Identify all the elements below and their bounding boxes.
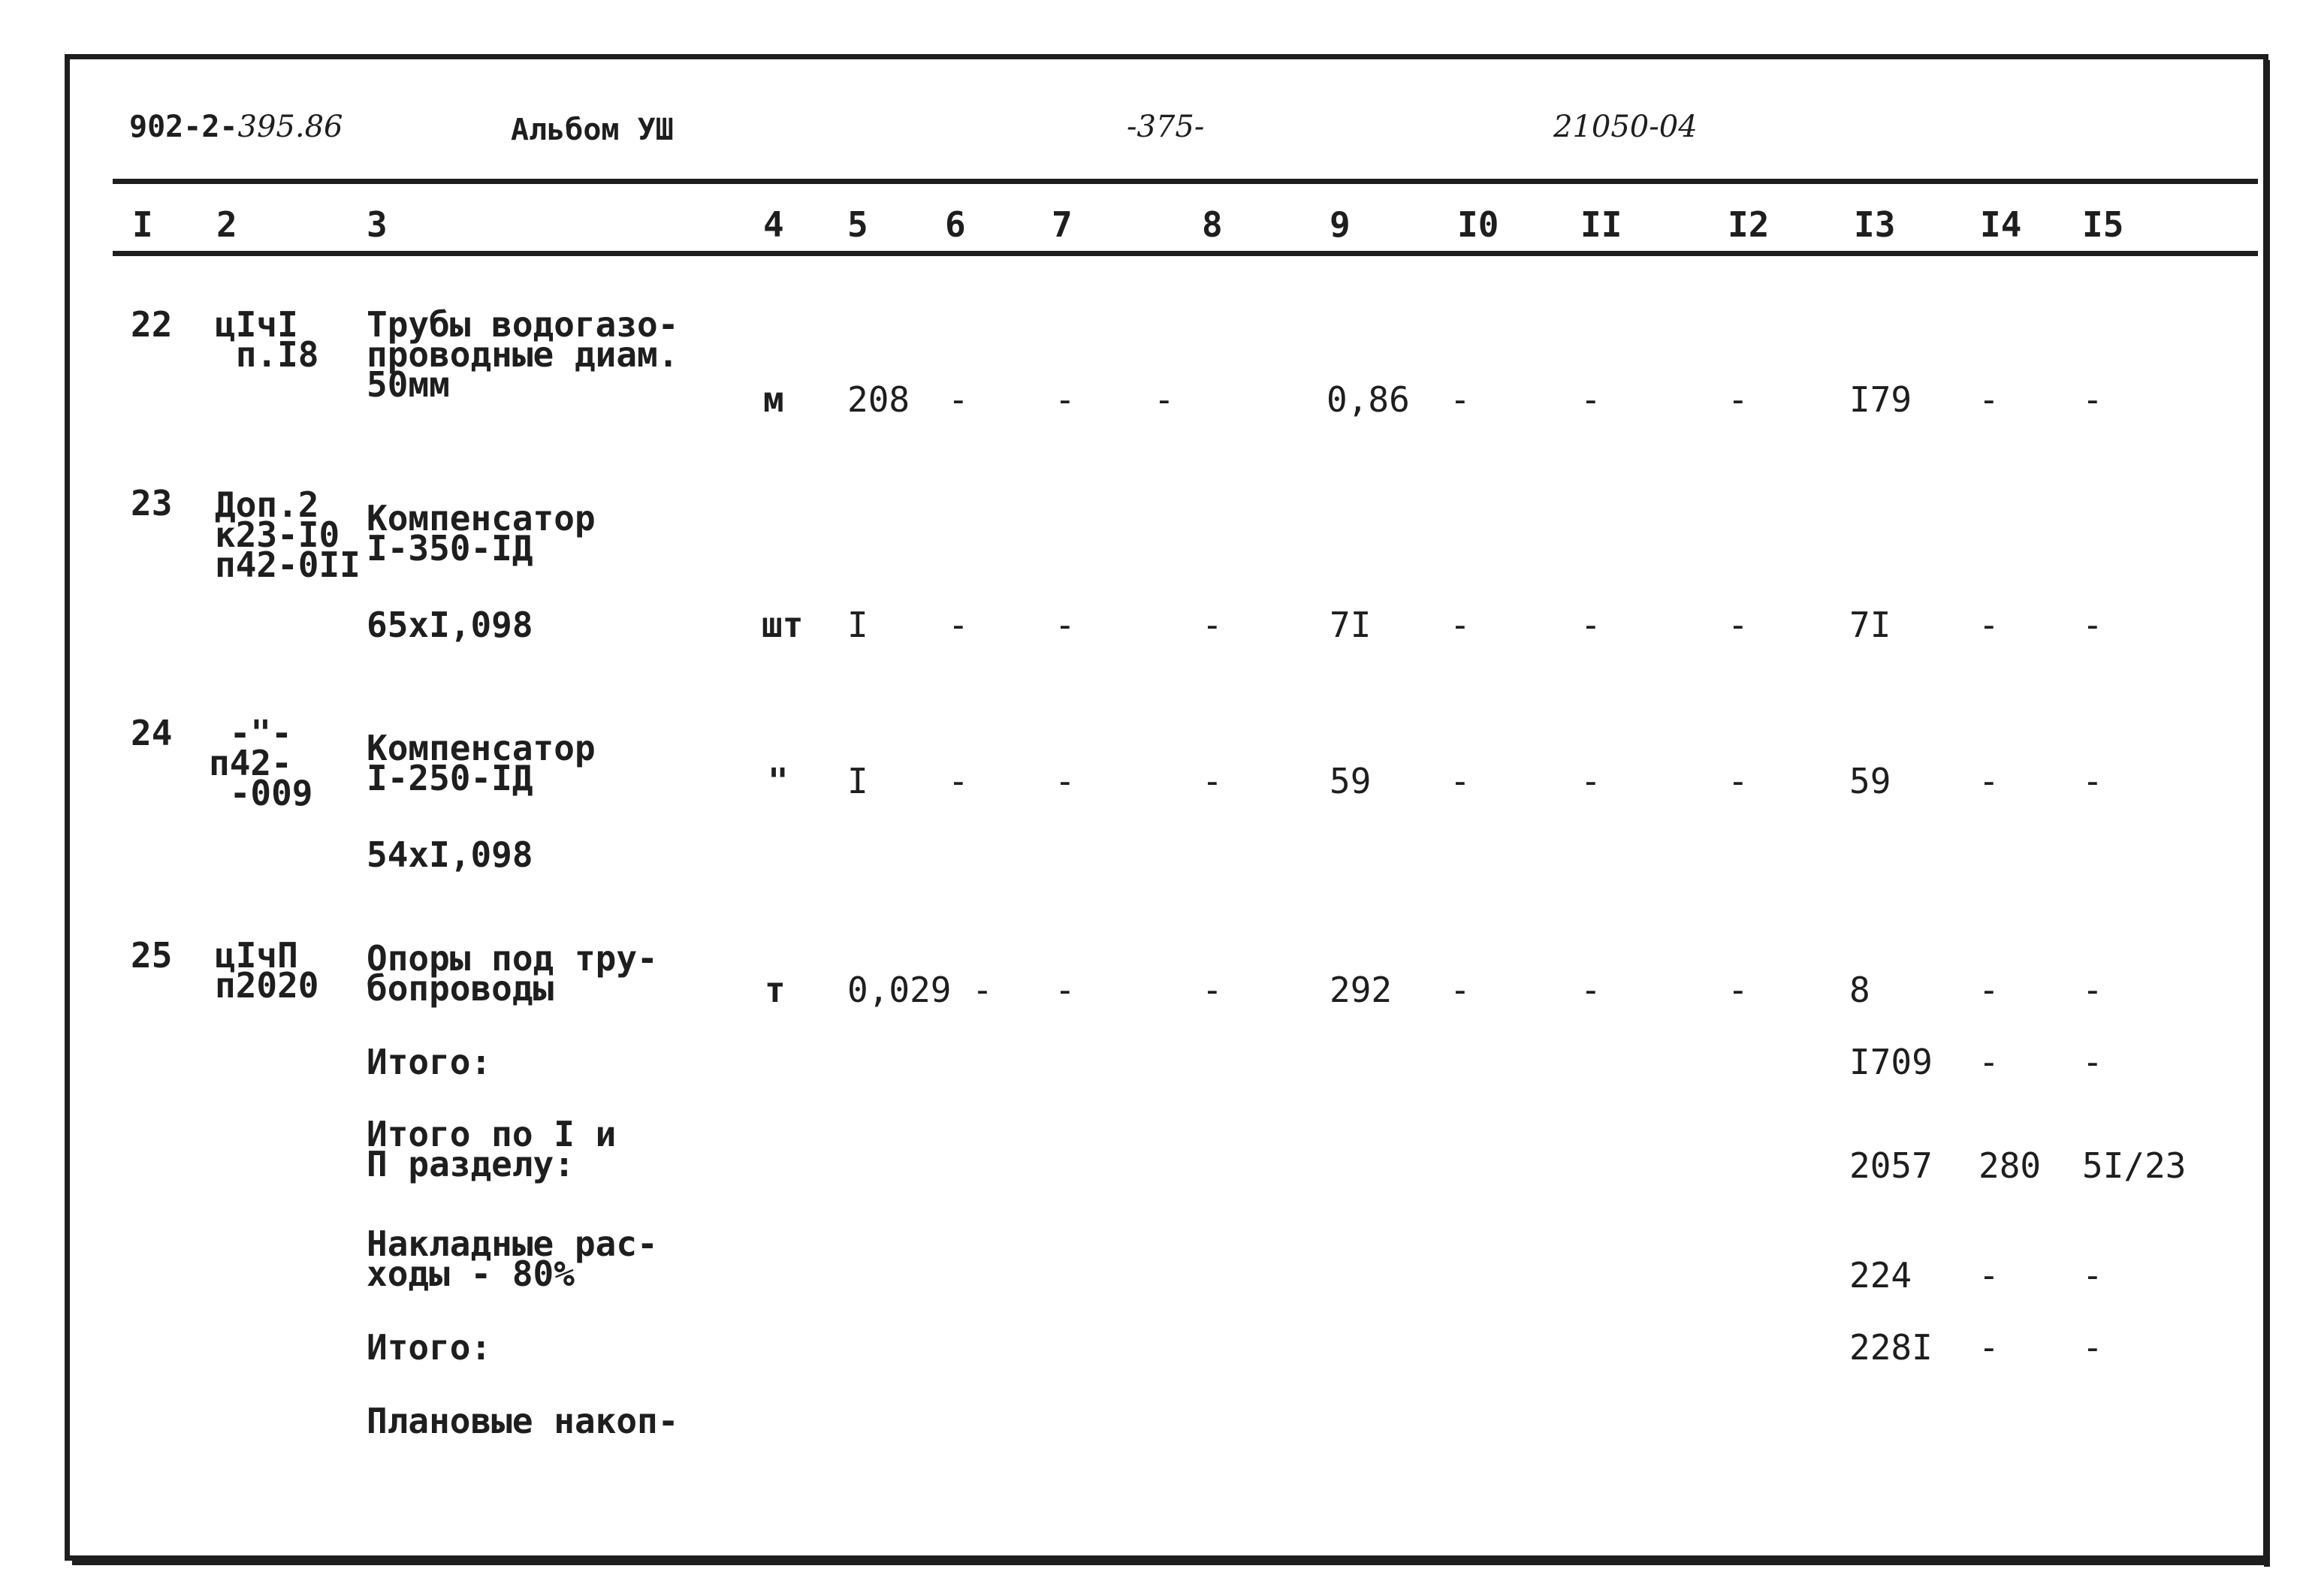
- row-23-number: 23: [131, 483, 173, 523]
- total-3-c13: 224: [1849, 1255, 1912, 1296]
- col-7: 7: [1052, 204, 1073, 245]
- row-23-unit: шт: [762, 605, 804, 645]
- row-22-c8: -: [1154, 379, 1175, 420]
- doc-code: 902-2-395.86: [129, 110, 343, 144]
- col-1: I: [132, 204, 153, 245]
- row-22-ref: цIчI п.I8: [215, 304, 319, 375]
- row-24-c6: -: [948, 761, 969, 801]
- col-11: II: [1580, 204, 1622, 245]
- row-22-number: 22: [131, 304, 173, 345]
- total-4-c15: -: [2082, 1327, 2103, 1368]
- row-23-c6: -: [948, 605, 969, 645]
- total-4-c13: 228I: [1849, 1327, 1933, 1368]
- row-24-c8: -: [1202, 761, 1223, 801]
- row-23-c15: -: [2082, 605, 2103, 645]
- row-25-c13: 8: [1849, 970, 1870, 1010]
- row-22-unit: м: [763, 379, 784, 420]
- row-23-c8: -: [1202, 605, 1223, 645]
- header-rule-top: [113, 179, 2258, 184]
- row-23-c7: -: [1055, 605, 1076, 645]
- album-label: Альбом УШ: [511, 113, 674, 147]
- row-23-name: Компенсатор I-350-IД: [367, 498, 596, 569]
- row-22-c13: I79: [1849, 379, 1912, 420]
- row-24-name: Компенсатор I-250-IД: [367, 728, 596, 798]
- total-2-c13: 2057: [1849, 1145, 1933, 1186]
- row-24-c11: -: [1580, 761, 1601, 801]
- total-4-c14: -: [1979, 1327, 2000, 1368]
- total-2-label: Итого по I и П разделу:: [367, 1114, 617, 1184]
- row-23-c14: -: [1979, 605, 2000, 645]
- col-13: I3: [1854, 204, 1896, 245]
- row-24-c12: -: [1728, 761, 1749, 801]
- header-rule-bottom: [113, 251, 2258, 256]
- row-25-ref: цIчП п2020: [215, 935, 319, 1006]
- total-1-label: Итого:: [367, 1042, 492, 1082]
- row-24-c5: I: [847, 761, 868, 801]
- row-23-c10: -: [1450, 605, 1471, 645]
- row-23-c5: I: [847, 605, 868, 645]
- row-22-c14: -: [1979, 379, 2000, 420]
- row-24-unit: ": [768, 761, 789, 801]
- total-3-c14: -: [1979, 1255, 2000, 1296]
- sheet-code: 21050-04: [1553, 110, 1698, 144]
- row-25-c14: -: [1979, 970, 2000, 1010]
- col-6: 6: [945, 204, 966, 245]
- col-5: 5: [847, 204, 868, 245]
- row-24-c13: 59: [1849, 761, 1891, 801]
- col-14: I4: [1980, 204, 2022, 245]
- row-24-name-2: 54xI,098: [367, 834, 533, 875]
- frame-shadow-bottom: [72, 1559, 2270, 1565]
- total-3-c15: -: [2082, 1255, 2103, 1296]
- total-3-label: Накладные рас- ходы - 80%: [367, 1223, 658, 1294]
- row-23-name-2: 65xI,098: [367, 605, 533, 645]
- row-22-c15: -: [2082, 379, 2103, 420]
- col-8: 8: [1202, 204, 1223, 245]
- row-23-c9: 7I: [1330, 605, 1372, 645]
- row-22-c6: -: [948, 379, 969, 420]
- total-2-c14: 280: [1979, 1145, 2042, 1186]
- row-24-c15: -: [2082, 761, 2103, 801]
- row-25-c8: -: [1202, 970, 1223, 1010]
- row-25-c10: -: [1450, 970, 1471, 1010]
- row-22-name: Трубы водогазо- проводные диам. 50мм: [367, 304, 679, 405]
- col-10: I0: [1457, 204, 1499, 245]
- col-2: 2: [216, 204, 237, 245]
- total-5-label: Плановые накоп-: [367, 1401, 679, 1441]
- row-22-c9: 0,86: [1327, 379, 1410, 420]
- col-12: I2: [1728, 204, 1770, 245]
- row-25-c5: 0,029 -: [847, 970, 993, 1010]
- row-25-c12: -: [1728, 970, 1749, 1010]
- row-23-c11: -: [1580, 605, 1601, 645]
- row-22-c5: 208: [847, 379, 910, 420]
- col-9: 9: [1330, 204, 1351, 245]
- row-22-c12: -: [1728, 379, 1749, 420]
- row-23-c13: 7I: [1849, 605, 1891, 645]
- total-4-label: Итого:: [367, 1327, 492, 1368]
- row-24-number: 24: [131, 713, 173, 753]
- row-25-c9: 292: [1330, 970, 1393, 1010]
- row-24-ref: -"- п42- -009: [209, 713, 313, 813]
- total-1-c13: I709: [1849, 1042, 1933, 1082]
- col-15: I5: [2082, 204, 2124, 245]
- row-22-c11: -: [1580, 379, 1601, 420]
- col-3: 3: [367, 204, 388, 245]
- row-24-c9: 59: [1330, 761, 1372, 801]
- row-25-c11: -: [1580, 970, 1601, 1010]
- row-22-c7: -: [1055, 379, 1076, 420]
- frame-shadow-right: [2264, 60, 2270, 1567]
- row-24-c14: -: [1979, 761, 2000, 801]
- row-25-c15: -: [2082, 970, 2103, 1010]
- row-25-unit: т: [765, 970, 786, 1010]
- col-4: 4: [763, 204, 784, 245]
- total-1-c14: -: [1979, 1042, 2000, 1082]
- row-25-name: Опоры под тру- бопроводы: [367, 938, 658, 1009]
- row-25-number: 25: [131, 935, 173, 976]
- page-number: -375-: [1127, 110, 1205, 144]
- total-2-c15: 5I/23: [2082, 1145, 2187, 1186]
- row-25-c7: -: [1055, 970, 1076, 1010]
- row-23-c12: -: [1728, 605, 1749, 645]
- row-22-c10: -: [1450, 379, 1471, 420]
- total-1-c15: -: [2082, 1042, 2103, 1082]
- row-23-ref: Доп.2 к23-I0 п42-0II: [215, 484, 361, 585]
- row-24-c10: -: [1450, 761, 1471, 801]
- row-24-c7: -: [1055, 761, 1076, 801]
